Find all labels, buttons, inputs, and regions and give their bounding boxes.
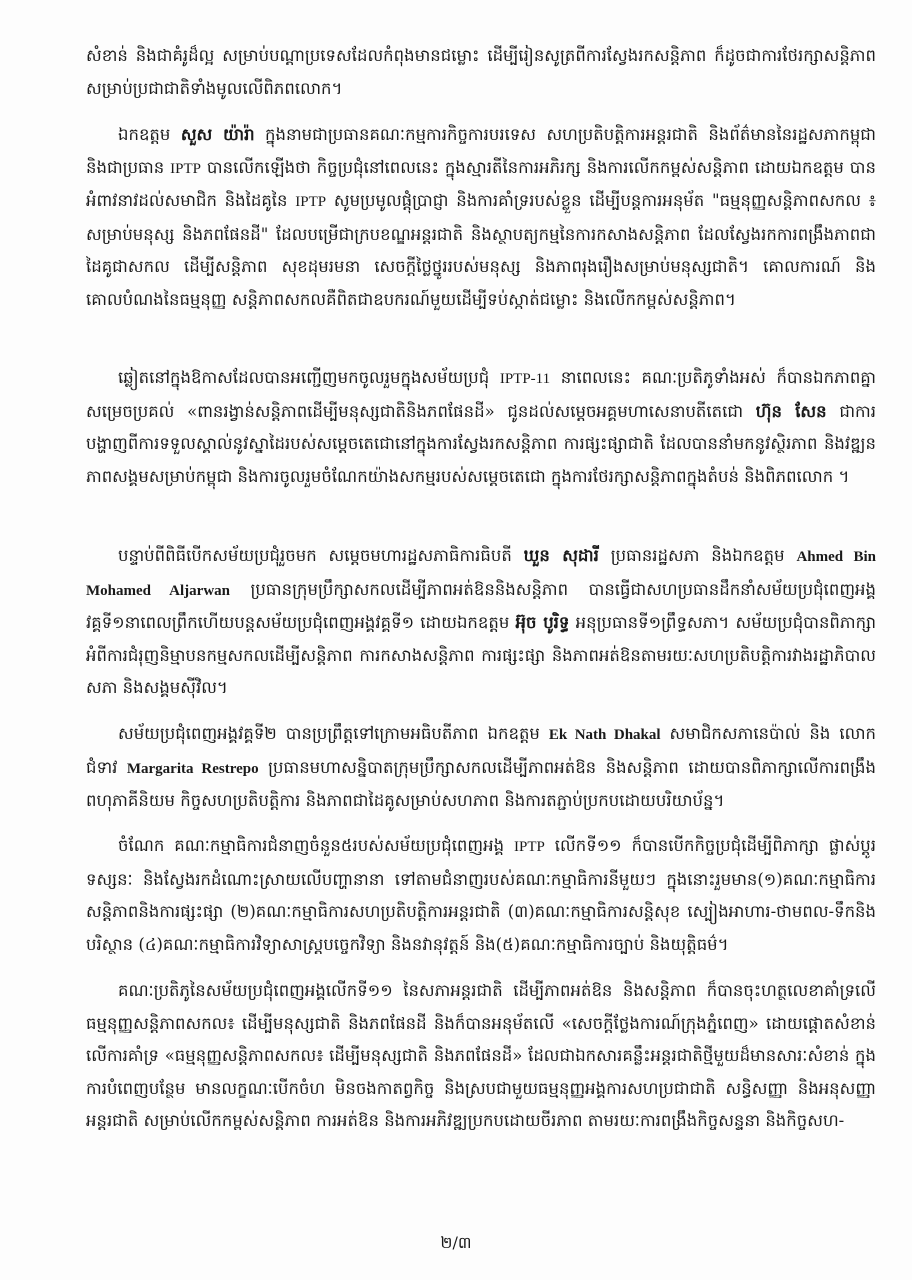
acronym: IPTP (514, 839, 545, 855)
acronym: IPTP (295, 194, 327, 211)
paragraph-continuation (86, 40, 876, 105)
person-name: អ៊ុច បូរិទ្ធ (515, 613, 570, 633)
paragraph-text: នាពេលនេះ គណៈប្រតិភូទាំងអស់ ក៏បានឯកភាពគ្នាសម្រេចប្រគល់ «ពានរង្វាន់សន្តិភាពដើម្បីមនុស្សជាតិនិងភពផែនដី» ជូនដល់សម្តេចអគ្គមហាសេនាបតីតេជោ (86, 368, 876, 421)
person-name-latin: Margarita Restrepo (126, 760, 259, 777)
paragraph-text: សម័យប្រជុំពេញអង្គវគ្គទី២ បានប្រព្រឹត្តទៅក្រោមអធិបតីភាព ឯកឧត្តម (118, 724, 549, 743)
paragraph-text: បានលើកឡើងថា កិច្ចប្រជុំនៅពេលនេះ ក្នុងស្មារតីនៃការអភិរក្ស និងការលើកកម្ពស់សន្តិភាព ដោយឯកឧត្តម បានអំពាវនាវដល់សមាជិក និងដៃគូនៃ (86, 157, 876, 211)
paragraph-text: គណៈប្រតិភូនៃសម័យប្រជុំពេញអង្គលើកទី១១ នៃសភាអន្តរជាតិ ដើម្បីភាពអត់ឱន និងសន្តិភាព ក៏បានចុះហត្ថលេខាគាំទ្រលើ ធម្មនុញ្ញសន្តិភាពសកល៖ ដើម្បីមនុស្សជាតិ និងភពផែនដី និងក៏បានអនុម័តលើ «សេចក្តីថ្លែងការណ៍ក្រុងភ្នំពេញ» ដោយផ្តោតសំខាន់លើការគាំទ្រ «ធម្មនុញ្ញសន្តិភាពសកល៖ ដើម្បីមនុស្សជាតិ និងភពផែនដី» ដែលជាឯកសារគន្លឹះអន្តរជាតិថ្មីមួយដ៏មានសារៈសំខាន់ ក្នុងការបំពេញបន្ថែម មានលក្ខណៈបើកចំហ មិនចងកាតព្វកិច្ច និងស្របជាមួយធម្មនុញ្ញអង្គការសហប្រជាជាតិ សន្ធិសញ្ញា និងអនុសញ្ញាអន្តរជាតិ សម្រាប់លើកកម្ពស់សន្តិភាព ការអត់ឱន និងការអភិវឌ្ឍប្រកបដោយចីរភាព តាមរយៈការពង្រឹងកិច្ចសន្ទនា និងកិច្ចសហ- (86, 981, 876, 1131)
paragraph-peace-award (86, 362, 876, 526)
person-name-latin: Ek Nath Dhakal (548, 727, 661, 743)
paragraph-text: ឆ្លៀតនៅក្នុងឱកាសដែលបានអញ្ជើញមកចូលរួមក្នុងសម័យប្រជុំ (118, 368, 500, 387)
paragraph-phnom-penh-declaration (86, 975, 876, 1139)
acronym: IPTP (170, 160, 201, 177)
paragraph-plenary-session-2 (86, 718, 876, 816)
paragraph-text: ប្រធានមហាសន្និបាតក្រុមប្រឹក្សាសកលដើម្បីភាពអត់ឱន និងសន្តិភាព ដោយបានពិភាក្សាលើការពង្រឹងពហុភាគីនិយម កិច្ចសហប្រតិបត្តិការ និងភាពជាដៃគូសម្រាប់សហភាព និងការតភ្ជាប់ប្រកបដោយបរិយាប័ន្ន។ (86, 757, 876, 811)
paragraph-text: ប្រធានរដ្ឋសភា និងឯកឧត្តម (598, 546, 797, 565)
paragraph-text: សូមប្រមូលផ្តុំប្រាជ្ញា និងការគាំទ្ររបស់ខ្លួន ដើម្បីបន្តការអនុម័ត "ធម្មនុញ្ញសន្តិភាពសកល ៖ សម្រាប់មនុស្ស និងភពផែនដី" ដែលបម្រើជាក្របខណ្ឌអន្តរជាតិ និងស្ថាបត្យកម្មនៃការកសាងសន្តិភាព ដែលស្វែងរកការពង្រឹងភាពជាដៃគូជាសកល ដើម្បីសន្តិភាព សុខដុមរមនា សេចក្តីថ្លៃថ្នូររបស់មនុស្ស និងភាពរុងរឿងសម្រាប់មនុស្សជាតិ។ គោលការណ៍ និងគោលបំណងនៃធម្មនុញ្ញ សន្តិភាពសកលគឺពិតជាឧបករណ៍មួយដើម្បីទប់ស្កាត់ជម្លោះ និងលើកកម្ពស់សន្តិភាព។ (86, 191, 876, 309)
paragraph-text: បន្ទាប់ពីពិធីបើកសម័យប្រជុំរួចមក សម្តេចមហារដ្ឋសភាធិការធិបតី (118, 546, 524, 565)
paragraph-text: លើកទី១១ ក៏បានបើកកិច្ចប្រជុំដើម្បីពិភាក្សា ផ្លាស់ប្តូរទស្សនៈ និងស្វែងរកដំណោះស្រាយលើបញ្ហានានា ទៅតាមជំនាញរបស់គណៈកម្មាធិការនីមួយៗ ក្នុងនោះរួមមាន(១)គណៈកម្មាធិការសន្តិភាពនិងការផ្សះផ្សា (២)គណៈកម្មាធិការសហប្រតិបត្តិការអន្តរជាតិ (៣)គណៈកម្មាធិការសន្តិសុខ ស្បៀងអាហារ-ថាមពល-ទឹកនិងបរិស្ថាន (៤)គណៈកម្មាធិការវិទ្យាសាស្ត្របច្ចេកវិទ្យា និងនវានុវត្តន៍ និង(៥)គណៈកម្មាធិការច្បាប់ និងយុត្តិធម៌។ (86, 836, 876, 954)
paragraph-plenary-session-1 (86, 540, 876, 704)
person-name: សួស យ៉ារ៉ា (180, 125, 255, 144)
paragraph-text: ចំណែក គណៈកម្មាធិការជំនាញចំនួន៥របស់សម័យប្រជុំពេញអង្គ (118, 836, 515, 855)
person-name: ឃួន សុដារី (523, 546, 599, 565)
paragraph-text: ជាការបង្ហាញពីការទទួលស្គាល់នូវស្នាដៃរបស់សម្តេចតេជោនៅក្នុងការស្វែងរកសន្តិភាព ការផ្សះផ្សាជាតិ ដែលបាននាំមកនូវស្ថិរភាព និងវឌ្ឍនភាពសង្គមសម្រាប់កម្ពុជា និងការចូលរួមចំណែកយ៉ាងសកម្មរបស់សម្តេចតេជោ ក្នុងការថែរក្សាសន្តិភាពក្នុងតំបន់ និងពិភពលោក ។ (86, 401, 876, 486)
paragraph-iptp-president-remarks (86, 119, 876, 348)
document-body (86, 40, 876, 1139)
paragraph-text: ក្នុងនាមជាប្រធានគណៈកម្មការកិច្ចការបរទេស សហប្រតិបត្តិការអន្តរជាតិ និងព័ត៌មាននៃរដ្ឋសភាកម្ពុជា និងជាប្រធាន (86, 125, 876, 177)
person-name-latin: Ahmed Bin Mohamed Aljarwan (86, 549, 876, 599)
paragraph-text: អនុប្រធានទី១ព្រឹទ្ធសភា។ សម័យប្រជុំបានពិភាក្សាអំពីការជំរុញនិម្មាបនកម្មសកលដើម្បីសន្តិភាព ការកសាងសន្តិភាព ការផ្សះផ្សា និងភាពអត់ឱនតាមរយៈសហប្រតិបត្តិការវាងរដ្ឋាភិបាល សភា និងសង្គមស៊ីវិល។ (86, 613, 876, 698)
acronym: IPTP-11 (499, 371, 551, 387)
paragraph-text: សមាជិកសភានេប៉ាល់ និង លោកជំទាវ (86, 724, 876, 777)
page-number: ២/៣ (440, 1233, 472, 1252)
paragraph-text: សំខាន់ និងជាគំរូដ៏ល្អ សម្រាប់បណ្តាប្រទេសដែលកំពុងមានជម្លោះ ដើម្បីរៀនសូត្រពីការស្វែងរកសន្តិភាព ក៏ដូចជាការថែរក្សាសន្តិភាពសម្រាប់ប្រជាជាតិទាំងមូលលើពិភពលោក។ (86, 46, 876, 98)
person-name: ហ៊ុន សែន (755, 401, 827, 421)
paragraph-text: ឯកឧត្តម (118, 125, 181, 144)
paragraph-text: ប្រធានក្រុមប្រឹក្សាសកលដើម្បីភាពអត់ឱននិងសន្តិភាព បានធ្វើជាសហប្រធានដឹកនាំសម័យប្រជុំពេញអង្គវគ្គទី១នាពេលព្រឹកហើយបន្តសម័យប្រជុំពេញអង្គវគ្គទី១ ដោយឯកឧត្តម (86, 579, 876, 633)
paragraph-committees (86, 830, 876, 961)
